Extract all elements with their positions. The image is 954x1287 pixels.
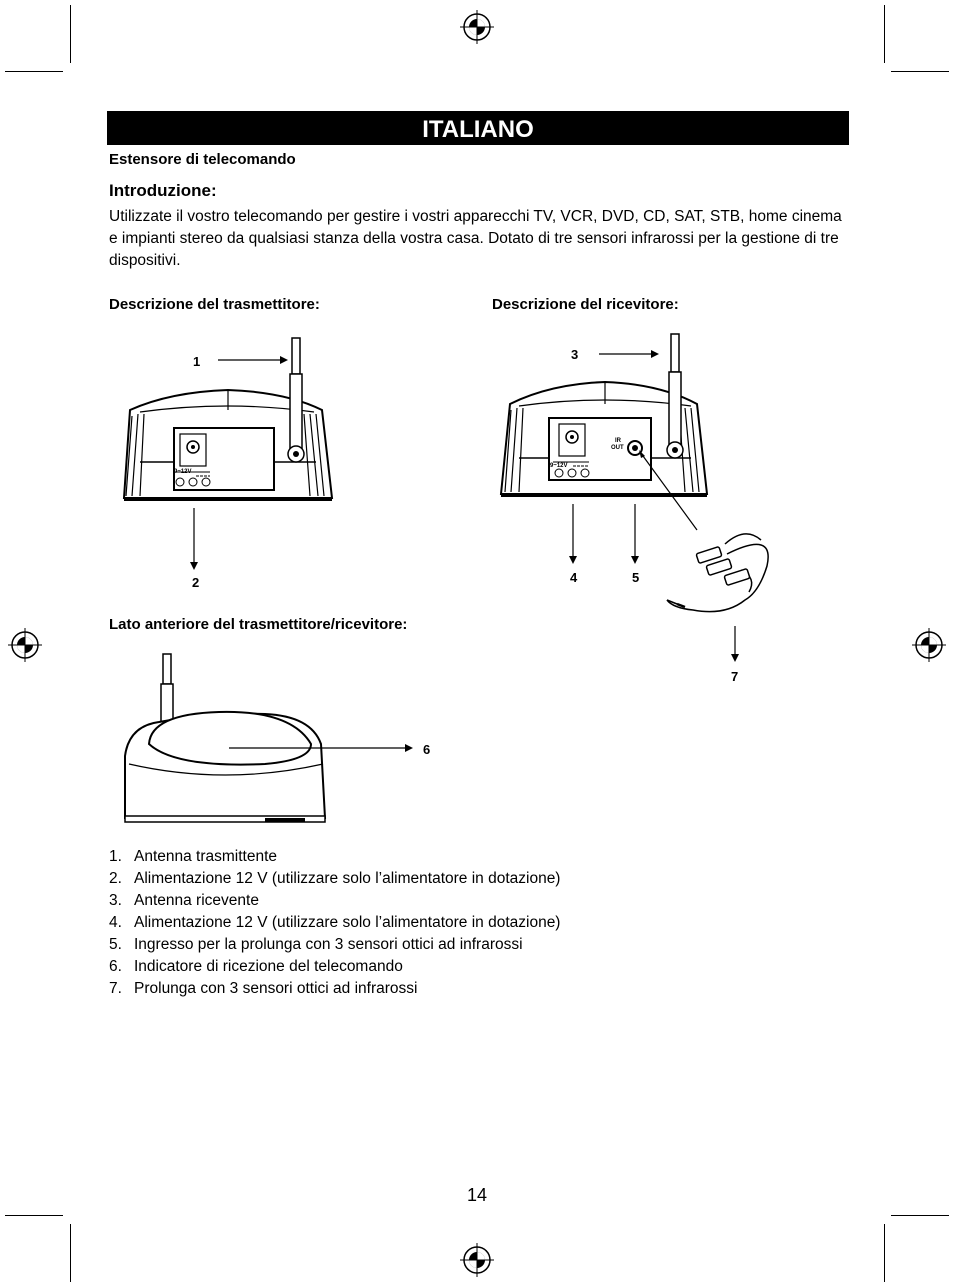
registration-mark-right — [912, 628, 946, 662]
page-number: 14 — [466, 1185, 488, 1205]
list-item: 1. Antenna trasmittente — [109, 848, 278, 865]
ir-label-top: IR — [615, 438, 621, 444]
callout-1: 1 — [193, 354, 201, 369]
callout-3: 3 — [571, 347, 579, 362]
list-item: 4. Alimentazione 12 V (utilizzare solo l’alimentatore in dotazione) — [109, 914, 561, 931]
callout-7: 7 — [731, 669, 739, 684]
ir-label-bottom: OUT — [611, 445, 624, 451]
callout-5: 5 — [632, 570, 640, 585]
list-item: 7. Prolunga con 3 sensori ottici ad infrarossi — [109, 980, 418, 997]
transmitter-heading: Descrizione del trasmettitore: — [109, 296, 320, 313]
registration-mark-top — [460, 10, 494, 44]
registration-mark-bottom — [460, 1243, 494, 1277]
receiver-rear-diagram — [495, 330, 795, 670]
list-item: 2. Alimentazione 12 V (utilizzare solo l’alimentatore in dotazione) — [109, 870, 561, 887]
receiver-heading: Descrizione del ricevitore: — [492, 296, 679, 313]
callout-4: 4 — [570, 570, 578, 585]
intro-text: Utilizzate il vostro telecomando per gestire i vostri apparecchi TV, VCR, DVD, CD, SAT, STB, home cinema e impianti stereo da qualsiasi stanza della vostra casa. Dotato di tre sensori infrarossi per la gestione di tre dispositivi. — [109, 208, 842, 269]
list-item: 6. Indicatore di ricezione del telecomando — [109, 958, 403, 975]
transmitter-power-label: 9~12V — [174, 469, 192, 475]
front-heading: Lato anteriore del trasmettitore/ricevitore: — [109, 616, 408, 633]
parts-list — [109, 846, 560, 1000]
transmitter-rear-diagram — [110, 330, 350, 600]
product-name: Estensore di telecomando — [109, 151, 296, 168]
language-banner: ITALIANO — [107, 111, 849, 145]
list-item: 5. Ingresso per la prolunga con 3 sensori ottici ad infrarossi — [109, 936, 523, 953]
receiver-power-label: 9~12V — [550, 463, 568, 469]
front-diagram — [115, 648, 435, 828]
registration-mark-left — [8, 628, 42, 662]
callout-6: 6 — [423, 742, 431, 757]
callout-2: 2 — [192, 575, 200, 590]
intro-heading: Introduzione: — [109, 181, 217, 200]
list-item: 3. Antenna ricevente — [109, 892, 259, 909]
